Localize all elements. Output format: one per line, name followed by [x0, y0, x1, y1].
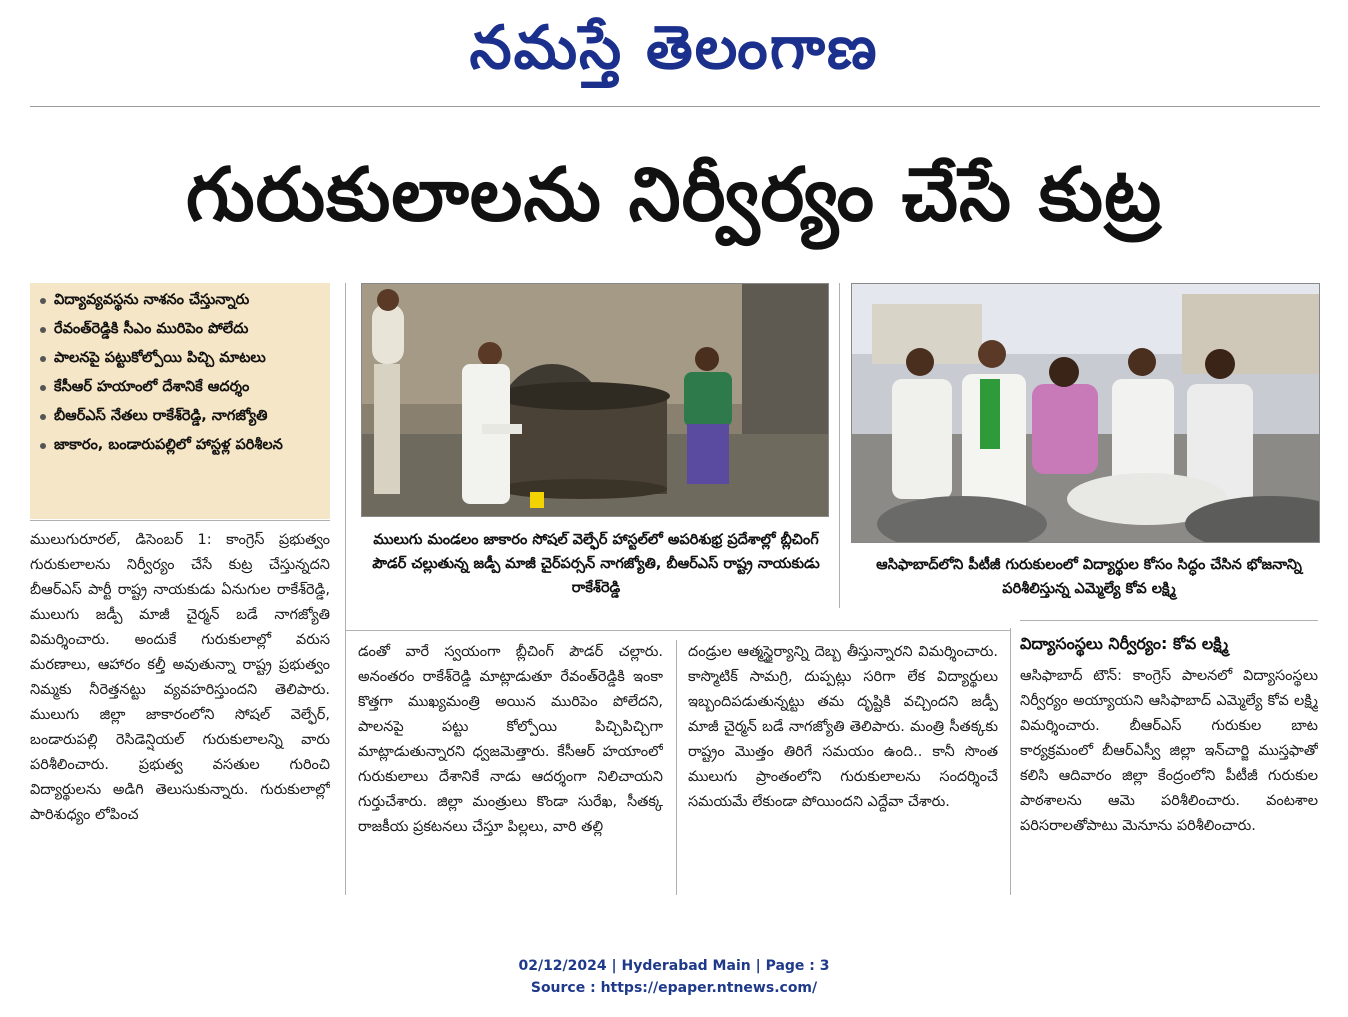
food-inspection-photo: [851, 283, 1320, 543]
divider: [30, 520, 330, 521]
side-story-text: ఆసిఫాబాద్‌ టౌన్‌: కాంగ్రెస్‌ పాలనలో విద్యాసంస్థలు నిర్వీర్యం అయ్యాయని ఆసిఫాబాద్‌ ఎమ్మెల్యే కోవ లక్ష్మి విమర్శించారు. బీఆర్‌ఎస్‌ గురుకుల బాట కార్యక్రమంలో బీఆర్‌ఎస్వీ జిల్లా ఇన్‌చార్జి ముస్తఫాతో కలిసి ఆదివారం జిల్లా కేంద్రంలోని పీటీజీ గురుకుల పాఠశాలను ఆమె పరిశీలించారు. వంటశాల పరిసరాలతోపాటు మెనూను పరిశీలించారు.: [1020, 668, 1318, 834]
masthead-rule: [30, 106, 1320, 107]
divider: [345, 630, 1010, 631]
highlight-item: బీఆర్‌ఎస్‌ నేతలు రాకేశ్‌రెడ్డి, నాగజ్యోతి: [38, 407, 322, 426]
side-story-heading: విద్యాసంస్థలు నిర్వీర్యం: కోవ లక్ష్మి: [1020, 634, 1229, 653]
column-rule: [345, 283, 346, 895]
column-rule: [676, 640, 677, 895]
article-column-3: [688, 640, 998, 894]
article-column-1: [30, 528, 330, 894]
column-rule: [1010, 628, 1011, 895]
photo2-caption: ఆసిఫాబాద్‌లోని పీటీజీ గురుకులంలో విద్యార్థుల కోసం సిద్ధం చేసిన భోజనాన్ని పరిశీలిస్తున్న ఎమ్మెల్యే కోవ లక్ష్మి: [876, 557, 1302, 597]
side-story-column: [1020, 664, 1318, 894]
divider: [1020, 620, 1318, 621]
article-column-2: [358, 640, 663, 894]
column-rule: [839, 283, 840, 608]
article-text: దండ్రుల ఆత్మస్థైర్యాన్ని దెబ్బ తీస్తున్నారని విమర్శించారు. కాస్మొటిక్‌ సామగ్రి, దుప్పట్లు సరిగా లేక విద్యార్థులు ఇబ్బందిపడుతున్నట్టు తమ దృష్టికి వచ్చిందని జడ్పీ మాజీ చైర్మన్‌ బడే నాగజ్యోతి తెలిపారు. మంత్రి సీతక్కకు రాష్ట్రం మొత్తం తిరిగే సమయం ఉంది.. కానీ సొంత ములుగు ప్రాంతంలోని గురుకులాలను సందర్శించే సమయమే లేకుండా పోయిందని ఎద్దేవా చేశారు.: [688, 644, 998, 810]
headline: గురుకులాలను నిర్వీర్యం చేసే కుట్ర: [185, 152, 1163, 238]
highlight-item: జాకారం, బండారుపల్లిలో హాస్టళ్ల పరిశీలన: [38, 436, 322, 455]
footer-dateline: 02/12/2024 | Hyderabad Main | Page : 3: [518, 958, 830, 974]
article-text: ములుగురూరల్‌, డిసెంబర్‌ 1: కాంగ్రెస్‌ ప్రభుత్వం గురుకులాలను నిర్వీర్యం చేసే కుట్ర చేస్తున్నదని బీఆర్‌ఎస్‌ పార్టీ రాష్ట్ర నాయకుడు ఏనుగుల రాకేశ్‌రెడ్డి, ములుగు జడ్పీ మాజీ చైర్మన్‌ బడే నాగజ్యోతి విమర్శించారు. అందుకే గురుకులాల్లో వరుస మరణాలు, ఆహారం కల్తీ అవుతున్నా రాష్ట్ర ప్రభుత్వం నిమ్మకు నీరెత్తనట్టు వ్యవహరిస్తుందని తెలిపారు. ములుగు జిల్లా జాకారంలోని సోషల్‌ వెల్ఫేర్‌, బండారుపల్లి రెసిడెన్షియల్‌ గురుకులాలన్ని వారు పరిశీలించారు. ప్రభుత్వ వసతుల గురించి విద్యార్థులను అడిగి తెలుసుకున్నారు. గురుకులాల్లో పారిశుధ్యం లోపించ: [30, 532, 330, 823]
footer-source-link[interactable]: Source : https://epaper.ntnews.com/: [530, 980, 818, 996]
hostel-cleaning-photo: [361, 283, 829, 517]
highlight-item: రేవంత్‌రెడ్డికి సీఎం మురిపెం పోలేదు: [38, 320, 322, 339]
highlight-item: పాలనపై పట్టుకోల్పోయి పిచ్చి మాటలు: [38, 349, 322, 368]
article-text: డంతో వారే స్వయంగా బ్లీచింగ్‌ పౌడర్‌ చల్లారు. అనంతరం రాకేశ్‌రెడ్డి మాట్లాడుతూ రేవంత్‌రెడ్డికి ఇంకా కొత్తగా ముఖ్యమంత్రి అయిన మురిపెం పోలేదని, పాలనపై పట్టు కోల్పోయి పిచ్చిపిచ్చిగా మాట్లాడుతున్నారని ధ్వజమెత్తారు. కేసీఆర్‌ హయాంలో గురుకులాలు దేశానికే నాడు ఆదర్శంగా నిలిచాయని గుర్తుచేశారు. జిల్లా మంత్రులు కొండా సురేఖ, సీతక్క రాజకీయ ప్రకటనలు చేస్తూ పిల్లలు, వారి తల్లి: [358, 644, 663, 835]
photo1-caption: ములుగు మండలం జాకారం సోషల్‌ వెల్ఫేర్‌ హాస్టల్‌లో అపరిశుభ్ర ప్రదేశాల్లో బ్లీచింగ్‌ పౌడర్‌ చల్లుతున్న జడ్పీ మాజీ చైర్‌పర్సన్‌ నాగజ్యోతి, బీఆర్‌ఎస్‌ రాష్ట్ర నాయకుడు రాకేశ్‌రెడ్డి: [372, 532, 820, 596]
highlight-item: కేసీఆర్‌ హయాంలో దేశానికే ఆదర్శం: [38, 378, 322, 397]
highlights-box: [30, 283, 330, 519]
newspaper-masthead: నమస్తే తెలంగాణ: [469, 13, 879, 83]
highlight-item: విద్యావ్యవస్థను నాశనం చేస్తున్నారు: [38, 291, 322, 310]
